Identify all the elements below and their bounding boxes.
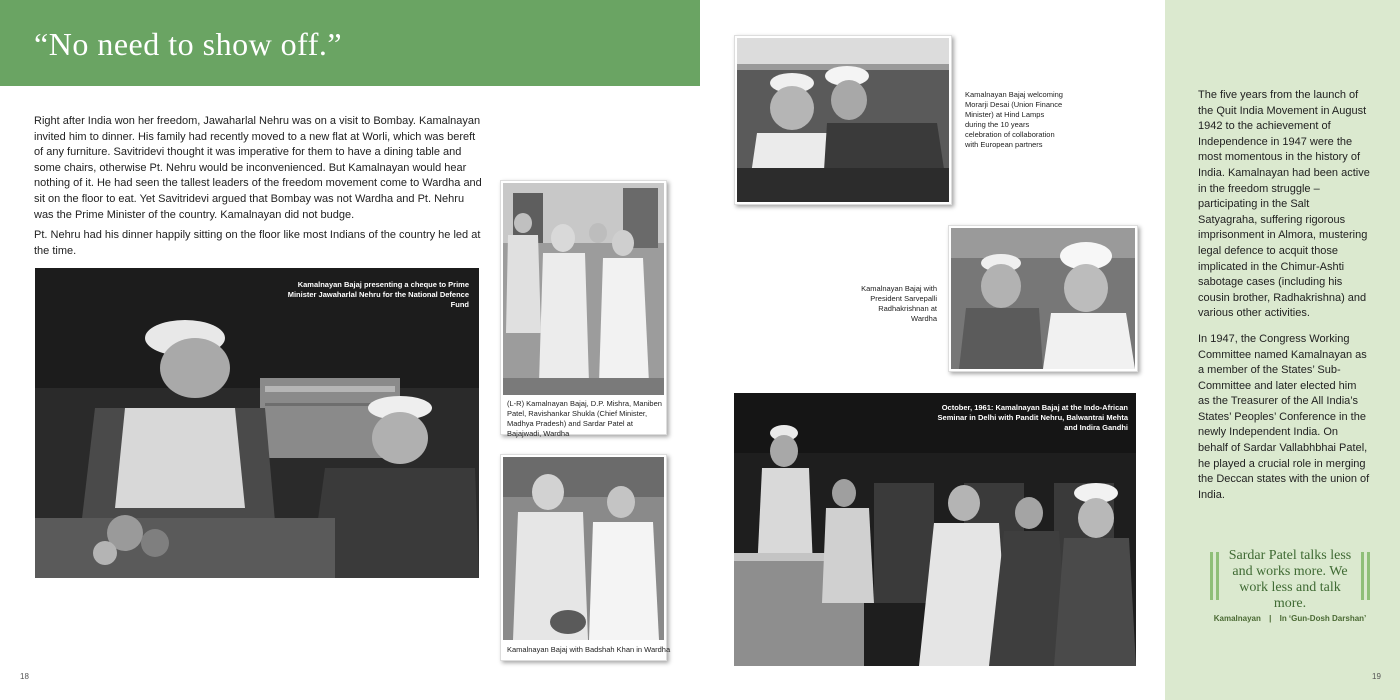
- frame-patel-group: [500, 180, 667, 438]
- quote-bar-right: [1367, 552, 1370, 600]
- caption-badshah-khan: Kamalnayan Bajaj with Badshah Khan in Wardha: [507, 645, 671, 654]
- quote-source: In ‘Gun-Dosh Darshan’: [1279, 614, 1367, 623]
- photo-seminar: [734, 393, 1136, 666]
- frame-radhakrishnan: [948, 225, 1138, 372]
- photo-nehru-cheque: [35, 268, 479, 578]
- caption-patel-group: (L-R) Kamalnayan Bajaj, D.P. Mishra, Maniben Patel, Ravishankar Shukla (Chief Minister, Madhya Pradesh) and Sardar Patel at Bajajwadi, Wardha: [507, 399, 662, 438]
- sidebar-text: [1198, 88, 1370, 513]
- quote-author: Kamalnayan: [1213, 614, 1261, 623]
- story-paragraph-2: Pt. Nehru had his dinner happily sitting on the floor like most Indians of the country he led at the time.: [34, 229, 481, 257]
- caption-morarji: Kamalnayan Bajaj welcoming Morarji Desai (Union Finance Minister) at Hind Lamps during the 10 years celebration of collaboration with European partners: [965, 90, 1063, 149]
- story-text: [34, 114, 482, 264]
- sidebar-paragraph-2: In 1947, the Congress Working Committee named Kamalnayan as a member of the States’ Sub-Committee and later elected him as the Treasurer of the All India’s States’ Peoples’ Conference in the newly Independent India. On behalf of Sardar Vallabhbhai Patel, he played a crucial role in merging the Deccan states with the union of India.: [1198, 332, 1370, 501]
- quote-attribution: [1210, 614, 1370, 623]
- frame-morarji: [734, 35, 952, 205]
- photo-badshah-khan: [503, 457, 664, 640]
- caption-nehru-cheque: Kamalnayan Bajaj presenting a cheque to Prime Minister Jawaharlal Nehru for the National Defence Fund: [287, 280, 469, 309]
- quote-block: [1210, 548, 1370, 612]
- quote-bar-right-inner: [1361, 552, 1364, 600]
- story-paragraph-1: Right after India won her freedom, Jawaharlal Nehru was on a visit to Bombay. Kamalnayan invited him to dinner. His family had recently moved to a new flat at Worli, which was bereft of any furniture. Savitridevi thought it was imperative for them to have a dining table and some chairs, otherwise Pt. Nehru would be inconvenienced. But Kamalnayan would hear nothing of it. He had seen the tallest leaders of the freedom movement come to Wardha and sit on the floor to eat. Yet Savitridevi argued that Bombay was not Wardha and Pt. Nehru was the Prime Minister of the country. Kamalnayan did not budge.: [34, 115, 482, 221]
- frame-badshah-khan: [500, 454, 671, 661]
- photo-radhakrishnan: [951, 228, 1135, 369]
- photo-patel-group: [503, 183, 664, 395]
- quote-text: Sardar Patel talks less and works more. We work less and talk more.: [1228, 548, 1352, 611]
- page-number-left: 18: [20, 672, 29, 681]
- sidebar-paragraph-1: The five years from the launch of the Quit India Movement in August 1942 to the achievement of Independence in 1947 were the most momentous in the history of India. Kamalnayan had been active in the freedom struggle – participating in the Salt Satyagraha, suffering rigorous imprisonment in Almora, mustering legal defence to acquit those implicated in the Chimur-Ashti sabotage cases (including his cousin brother, Radhakrishna) and various other activities.: [1198, 89, 1370, 320]
- quote-bar-left-inner: [1216, 552, 1219, 600]
- quote-bar-left: [1210, 552, 1213, 600]
- caption-seminar: October, 1961: Kamalnayan Bajaj at the Indo-African Seminar in Delhi with Pandit Nehru, Balwantrai Mehta and Indira Gandhi: [937, 403, 1128, 432]
- caption-radhakrishnan: Kamalnayan Bajaj with President Sarvepalli Radhakrishnan at Wardha: [861, 284, 937, 323]
- photo-morarji: [737, 38, 949, 202]
- page-title: “No need to show off.”: [34, 26, 343, 62]
- quote-separator: |: [1269, 614, 1272, 623]
- page-number-right: 19: [1372, 672, 1381, 681]
